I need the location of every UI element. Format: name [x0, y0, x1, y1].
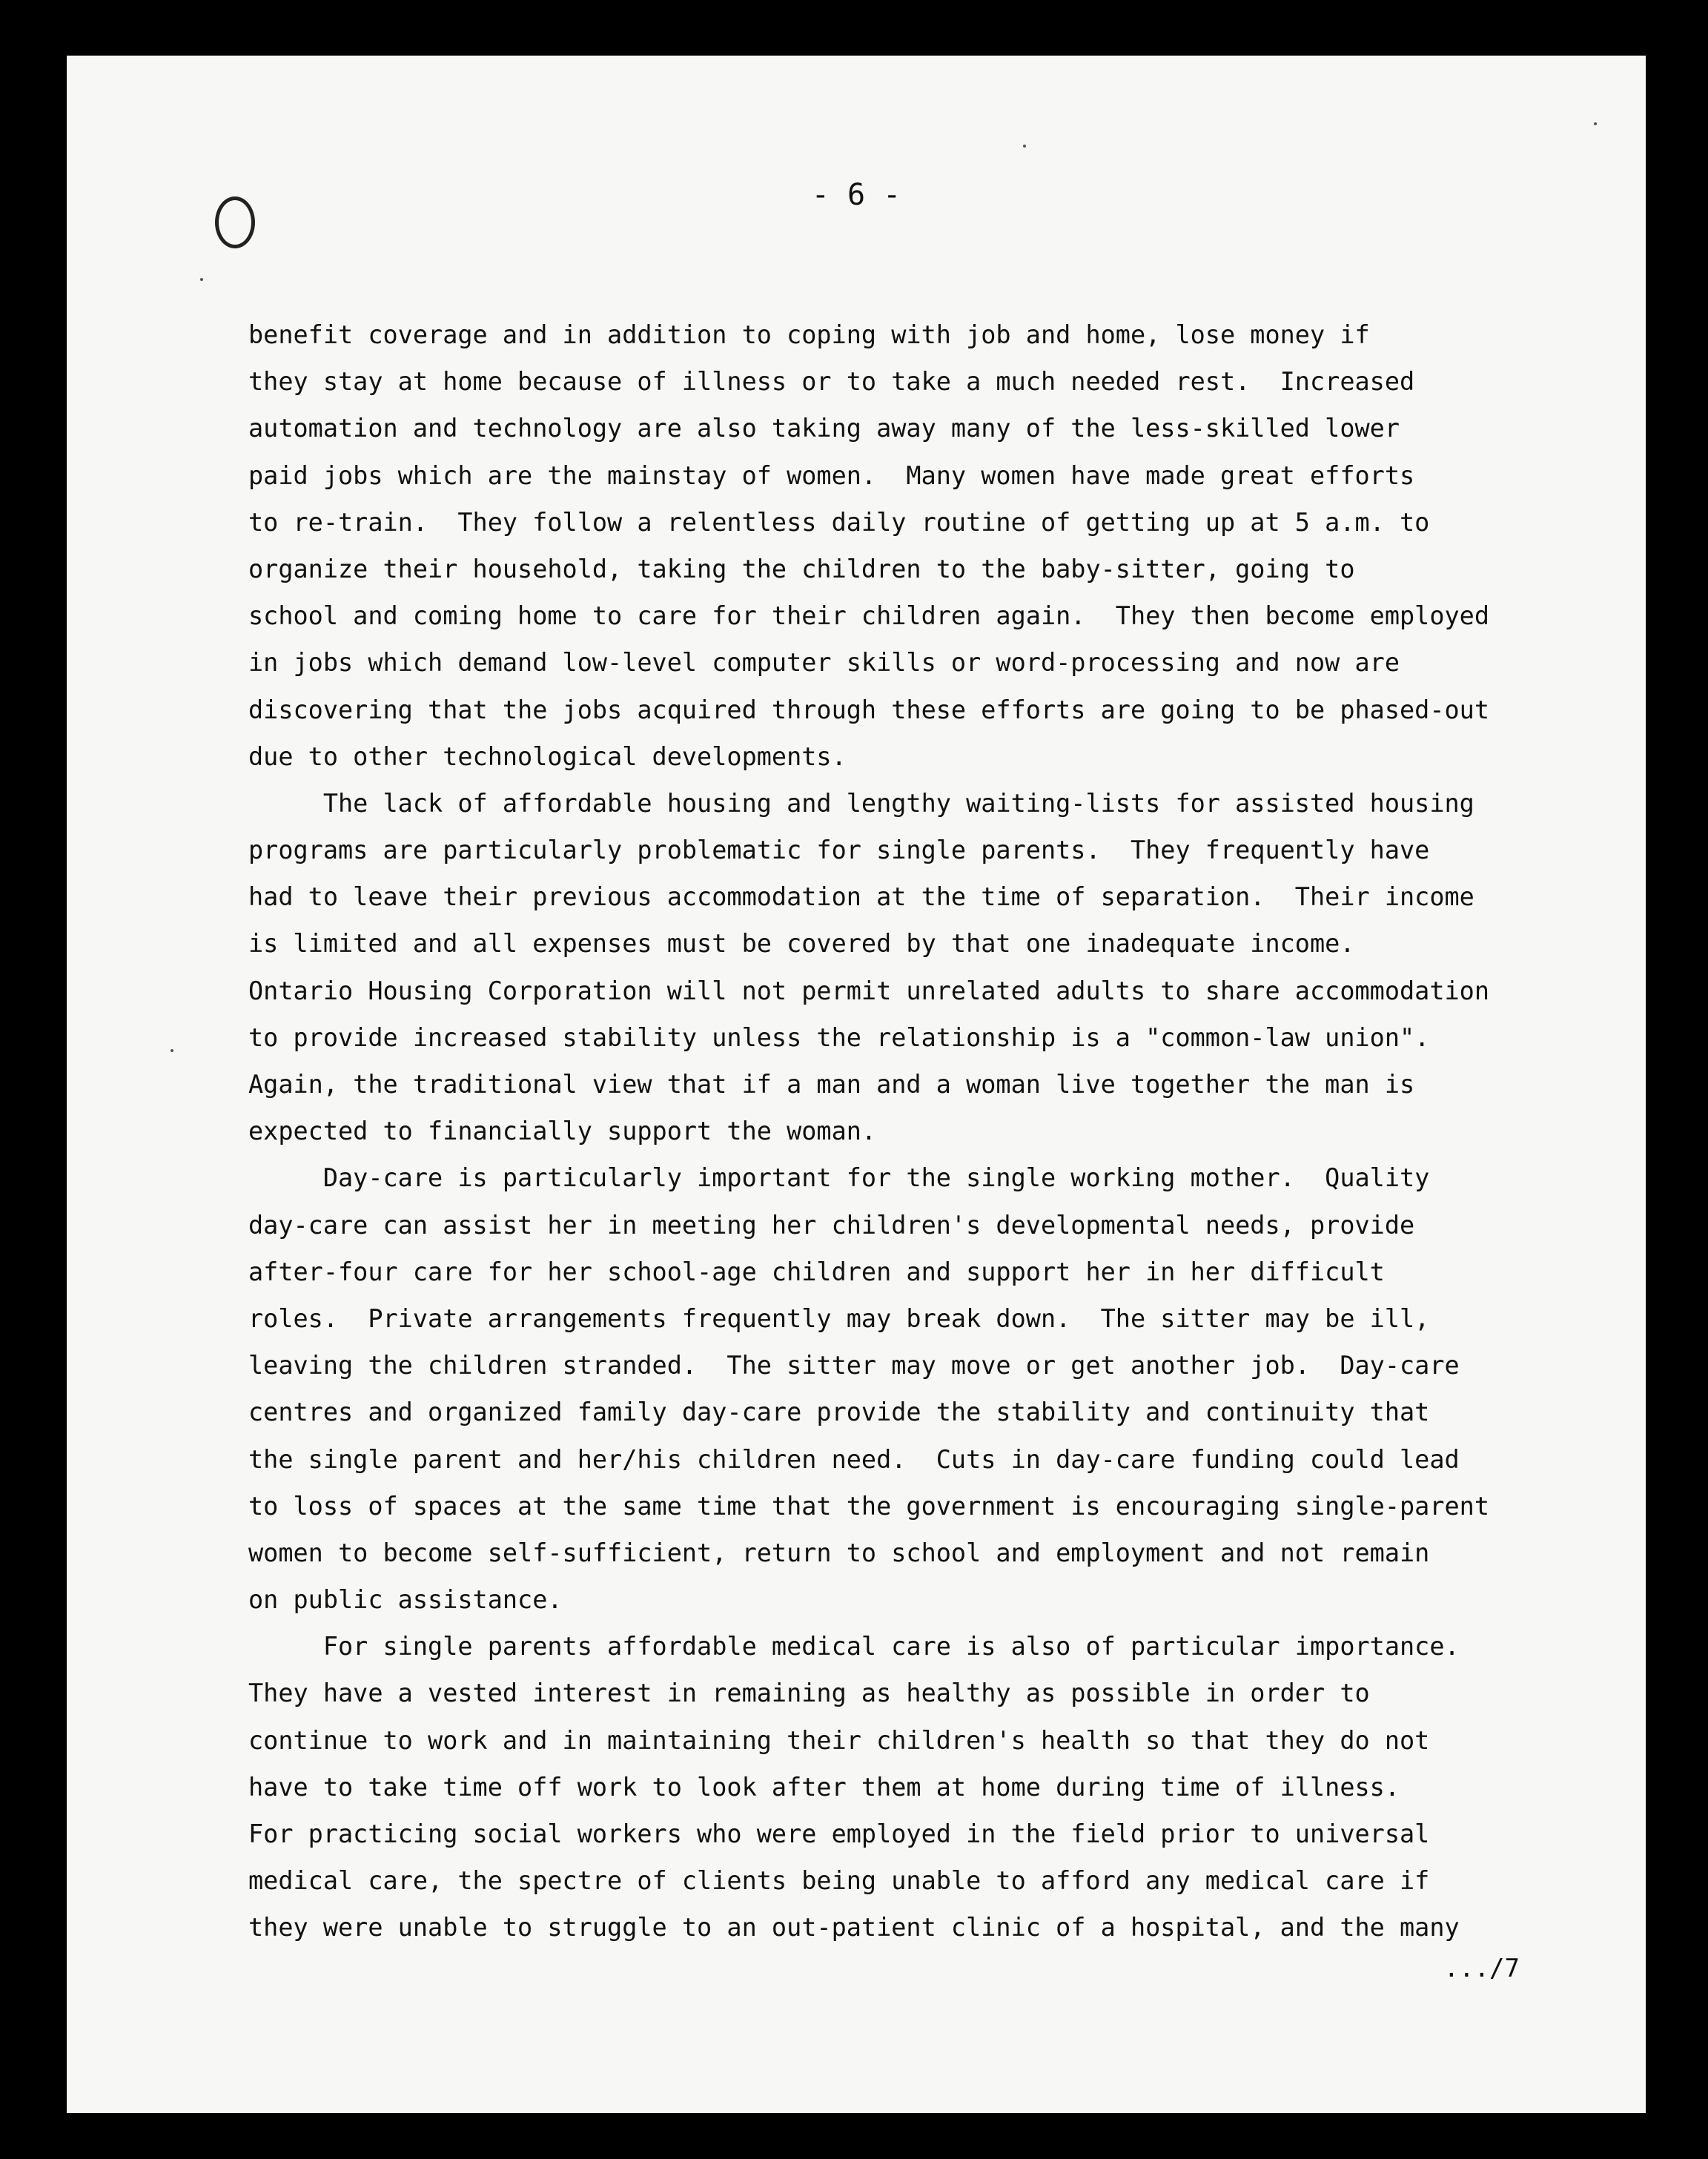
page-number: - 6 -	[811, 178, 901, 212]
scan-speck	[1023, 145, 1026, 148]
text-line: women to become self-sufficient, return to school and employment and not remain	[248, 1538, 1430, 1567]
text-line: They have a vested interest in remaining as healthy as possible in order to	[248, 1679, 1370, 1708]
text-line: to re-train. They follow a relentless daily routine of getting up at 5 a.m. to	[248, 507, 1430, 537]
text-line: to loss of spaces at the same time that the government is encouraging single-parent	[248, 1491, 1490, 1521]
text-line: Day-care is particularly important for the single working mother. Quality	[248, 1163, 1430, 1193]
text-line: on public assistance.	[248, 1585, 563, 1615]
text-line: they stay at home because of illness or to take a much needed rest. Increased	[248, 367, 1415, 397]
scan-speck	[1594, 122, 1597, 125]
text-line: in jobs which demand low-level computer skills or word-processing and now are	[248, 648, 1400, 678]
scan-speck	[200, 278, 203, 281]
text-line: The lack of affordable housing and lengthy waiting-lists for assisted housing	[248, 788, 1474, 818]
text-line: school and coming home to care for their children again. They then become employed	[248, 601, 1490, 631]
text-line: roles. Private arrangements frequently may break down. The sitter may be ill,	[248, 1303, 1430, 1333]
continuation-marker: .../7	[1443, 1954, 1520, 1983]
text-line: Again, the traditional view that if a man and a woman live together the man is	[248, 1070, 1415, 1099]
text-line: is limited and all expenses must be covered by that one inadequate income.	[248, 929, 1355, 959]
text-line: they were unable to struggle to an out-patient clinic of a hospital, and the many	[248, 1913, 1460, 1943]
text-line: centres and organized family day-care provide the stability and continuity that	[248, 1398, 1430, 1427]
text-line: expected to financially support the woman.	[248, 1117, 877, 1146]
body-text	[248, 311, 1642, 1951]
text-line: programs are particularly problematic for single parents. They frequently have	[248, 836, 1430, 865]
text-line: discovering that the jobs acquired through these efforts are going to be phased-out	[248, 695, 1490, 724]
document-page	[67, 56, 1646, 2113]
text-line: Ontario Housing Corporation will not permit unrelated adults to share accommodation	[248, 976, 1490, 1005]
text-line: automation and technology are also taking away many of the less-skilled lower	[248, 414, 1400, 443]
text-line: day-care can assist her in meeting her children's developmental needs, provide	[248, 1210, 1415, 1240]
text-line: continue to work and in maintaining their children's health so that they do not	[248, 1725, 1430, 1755]
text-line: the single parent and her/his children need. Cuts in day-care funding could lead	[248, 1444, 1460, 1474]
text-line: paid jobs which are the mainstay of women. Many women have made great efforts	[248, 460, 1415, 490]
text-line: For practicing social workers who were employed in the field prior to universal	[248, 1819, 1430, 1848]
text-line: after-four care for her school-age children and support her in her difficult	[248, 1257, 1385, 1286]
text-line: medical care, the spectre of clients being unable to afford any medical care if	[248, 1866, 1430, 1896]
text-line: leaving the children stranded. The sitter may move or get another job. Day-care	[248, 1351, 1460, 1381]
text-line: have to take time off work to look after them at home during time of illness.	[248, 1772, 1400, 1802]
text-line: to provide increased stability unless the relationship is a "common-law union".	[248, 1022, 1430, 1052]
text-line: For single parents affordable medical care is also of particular importance.	[248, 1632, 1460, 1662]
text-line: organize their household, taking the children to the baby-sitter, going to	[248, 554, 1355, 583]
scan-speck	[171, 1049, 173, 1052]
text-line: due to other technological developments.	[248, 741, 847, 771]
text-line: benefit coverage and in addition to coping with job and home, lose money if	[248, 320, 1370, 349]
text-line: had to leave their previous accommodation at the time of separation. Their income	[248, 882, 1474, 912]
